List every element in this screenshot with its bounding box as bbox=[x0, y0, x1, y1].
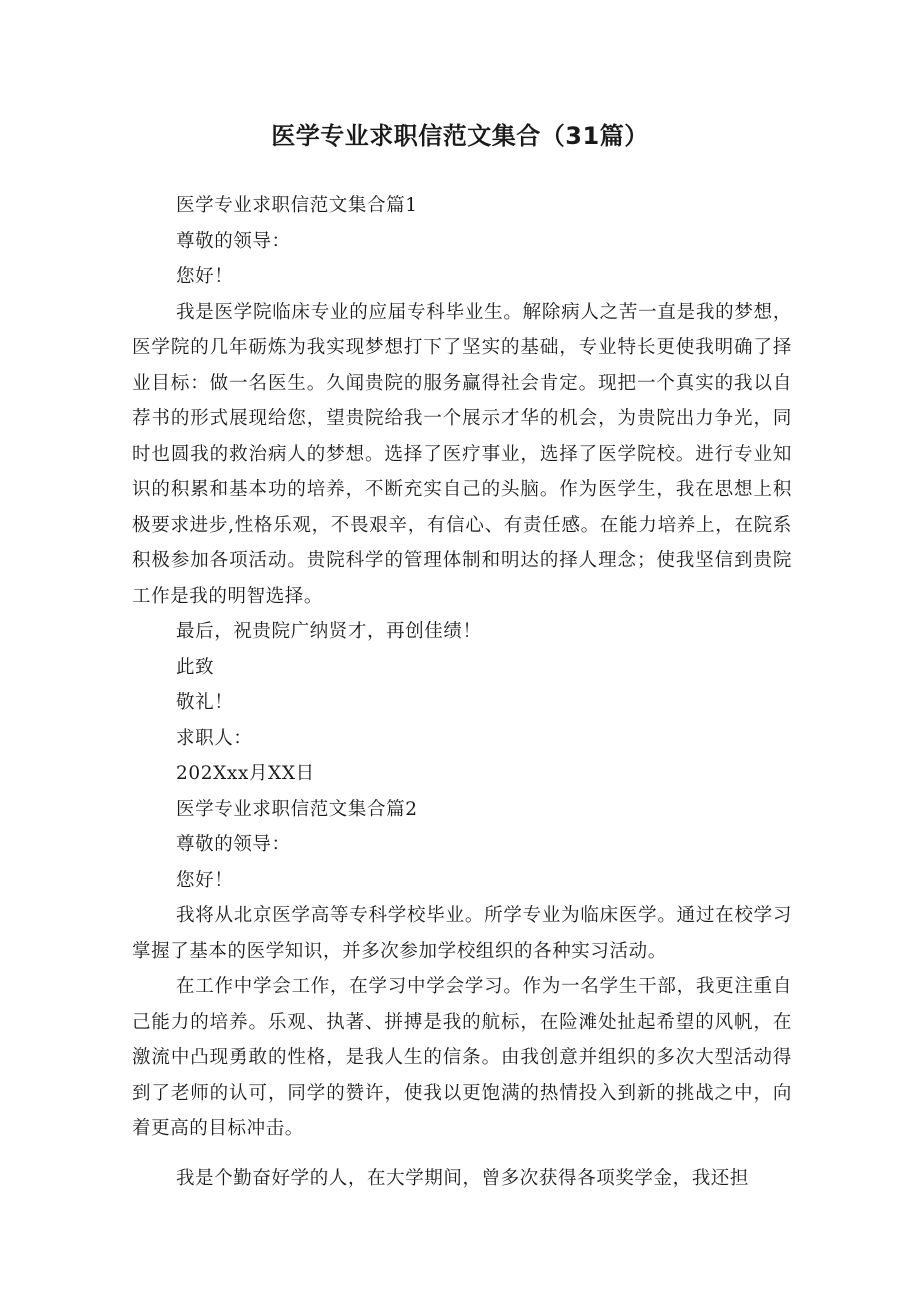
body-paragraph-1: 我是医学院临床专业的应届专科毕业生。解除病人之苦一直是我的梦想，医学院的几年砺炼为我实现梦想打下了坚实的基础，专业特长更使我明确了择业目标：做一名医生。久闻贵院的服务赢得社会肯定。现把一个真实的我以自荐书的形式展现给您，望贵院给我一个展示才华的机会，为贵院出力争光，同时也圆我的救治病人的梦想。选择了医疗事业，选择了医学院校。进行专业知识的积累和基本功的培养，不断充实自己的头脑。作为医学生，我在思想上积极要求进步,性格乐观，不畏艰辛，有信心、有责任感。在能力培养上，在院系积极参加各项活动。贵院科学的管理体制和明达的择人理念；使我坚信到贵院工作是我的明智选择。 bbox=[132, 301, 792, 607]
section-heading-1: 医学专业求职信范文集合篇1 bbox=[176, 195, 418, 216]
document-title: 医学专业求职信范文集合（31篇） bbox=[271, 122, 649, 150]
applicant-label: 求职人： bbox=[176, 727, 253, 749]
sign-off-1: 此致 bbox=[176, 656, 215, 678]
body-paragraph-3: 在工作中学会工作，在学习中学会学习。作为一名学生干部，我更注重自己能力的培养。乐观、执著、拼搏是我的航标，在险滩处扯起希望的风帆，在激流中凸现勇敢的性格，是我人生的信条。由我创意并组织的多次大型活动得到了老师的认可，同学的赞许，使我以更饱满的热情投入到新的挑战之中，向着更高的目标冲击。 bbox=[132, 976, 792, 1139]
document-body bbox=[132, 188, 792, 1196]
body-paragraph-4: 我是个勤奋好学的人，在大学期间，曾多次获得各项奖学金，我还担 bbox=[176, 1167, 750, 1189]
date-line: 202Xxx月XX日 bbox=[176, 763, 315, 784]
body-paragraph-2: 我将从北京医学高等专科学校毕业。所学专业为临床医学。通过在校学习掌握了基本的医学知识，并多次参加学校组织的各种实习活动。 bbox=[132, 905, 792, 962]
section-heading-2: 医学专业求职信范文集合篇2 bbox=[176, 798, 418, 820]
greeting-1: 您好！ bbox=[176, 266, 234, 287]
closing-1: 最后，祝贵院广纳贤才，再创佳绩！ bbox=[176, 621, 482, 642]
salutation-1: 尊敬的领导： bbox=[176, 230, 291, 252]
greeting-2: 您好！ bbox=[176, 869, 234, 891]
salutation-2: 尊敬的领导： bbox=[176, 834, 291, 855]
sign-off-2: 敬礼！ bbox=[176, 692, 234, 713]
